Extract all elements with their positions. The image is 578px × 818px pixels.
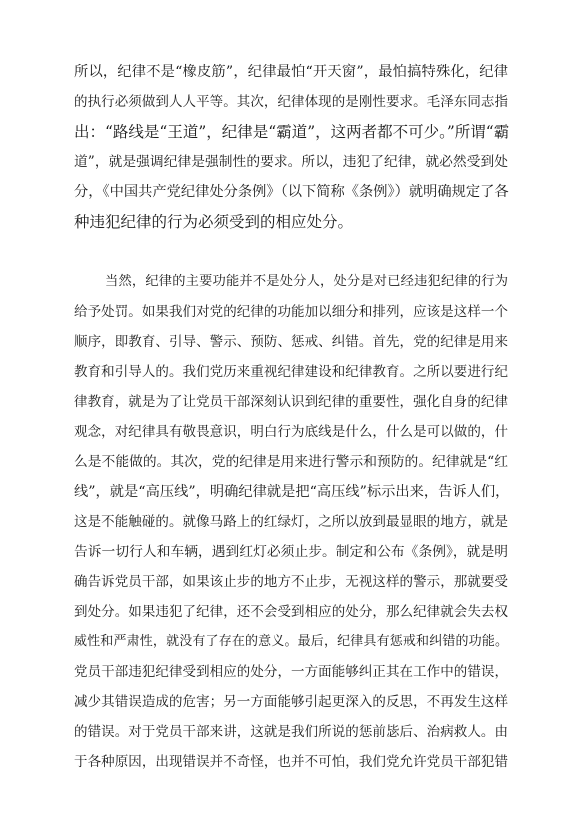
text-line: 威性和严肃性，就没有了存在的意义。最后，纪律具有惩戒和纠错的功能。 xyxy=(74,634,508,649)
text-line: 减少其错误造成的危害；另一方面能够引起更深入的反思，不再发生这样 xyxy=(74,694,508,710)
text-line: 的错误。对于党员干部来讲，这就是我们所说的惩前毖后、治病救人。由 xyxy=(74,724,508,740)
text-line: 么是不能做的。其次，党的纪律是用来进行警示和预防的。纪律就是“红 xyxy=(74,454,508,470)
text-line: 确告诉党员干部，如果该止步的地方不止步，无视这样的警示，那就要受 xyxy=(74,574,508,590)
text-line: 给予处罚。如果我们对党的纪律的功能加以细分和排列，应该是这样一个 xyxy=(74,304,508,320)
text-line: 的执行必须做到人人平等。其次，纪律体现的是刚性要求。毛泽东同志指 xyxy=(74,94,508,110)
text-line: 教育和引导人的。我们党历来重视纪律建设和纪律教育。之所以要进行纪 xyxy=(74,364,508,380)
text-line: 种违犯纪律的行为必须受到的相应处分。 xyxy=(74,213,354,231)
text-line: 顺序，即教育、引导、警示、预防、惩戒、纠错。首先，党的纪律是用来 xyxy=(74,334,508,350)
text-line: 出：“路线是“王道”，纪律是“霸道”，这两者都不可少。”所谓“霸 xyxy=(74,123,510,141)
text-line: 这是不能触碰的。就像马路上的红绿灯，之所以放到最显眼的地方，就是 xyxy=(74,514,508,530)
text-line: 所以，纪律不是“橡皮筋”，纪律最怕“开天窗”，最怕搞特殊化，纪律 xyxy=(74,64,508,80)
text-line: 到处分。如果违犯了纪律，还不会受到相应的处分，那么纪律就会失去权 xyxy=(74,604,508,620)
text-line: 于各种原因，出现错误并不奇怪，也并不可怕，我们党允许党员干部犯错 xyxy=(74,754,508,770)
text-line: 律教育，就是为了让党员干部深刻认识到纪律的重要性，强化自身的纪律 xyxy=(74,394,508,410)
text-line-indented: 当然，纪律的主要功能并不是处分人，处分是对已经违犯纪律的行为 xyxy=(105,274,508,289)
text-line: 党员干部违犯纪律受到相应的处分，一方面能够纠正其在工作中的错误， xyxy=(74,664,508,680)
text-line: 告诉一切行人和车辆，遇到红灯必须止步。制定和公布《条例》，就是明 xyxy=(74,544,508,560)
text-line: 道”，就是强调纪律是强制性的要求。所以，违犯了纪律，就必然受到处 xyxy=(74,154,508,170)
text-line: 观念，对纪律具有敬畏意识，明白行为底线是什么，什么是可以做的，什 xyxy=(74,424,508,440)
text-line: 线”，就是“高压线”，明确纪律就是把“高压线”标示出来，告诉人们， xyxy=(74,484,510,500)
text-line: 分，《中国共产党纪律处分条例》（以下简称《条例》）就明确规定了各 xyxy=(74,184,509,200)
